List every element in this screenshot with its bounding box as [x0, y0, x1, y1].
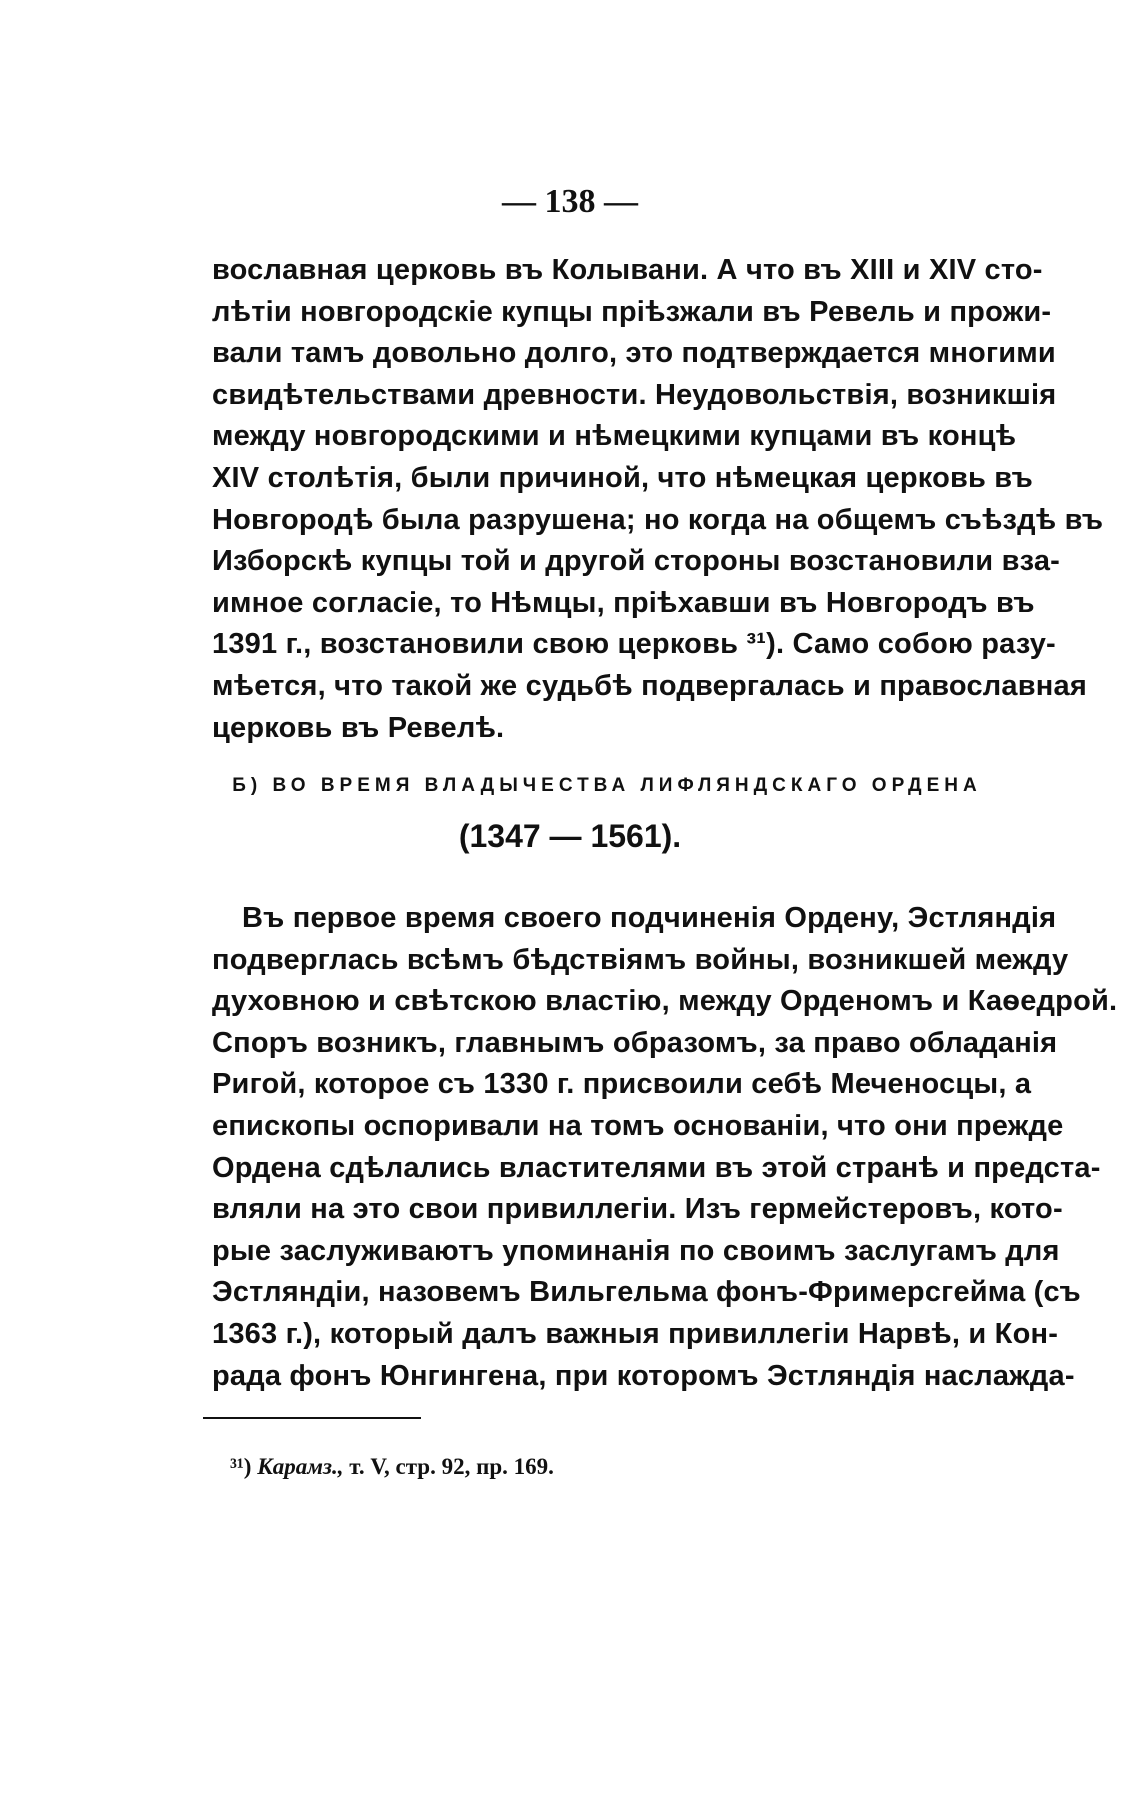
- section-years: (1347 — 1561).: [458, 818, 682, 854]
- footnote: [230, 1454, 554, 1480]
- section-heading: Б) ВО ВРЕМЯ ВЛАДЫЧЕСТВА ЛИФЛЯНДСКАГО ОРДЕНА: [232, 775, 982, 796]
- text-line: Эстляндіи, назовемъ Вильгельма фонъ-Фримерсгейма (съ: [212, 1276, 1081, 1309]
- text-line: мѣется, что такой же судьбѣ подвергалась и православная: [212, 669, 1087, 702]
- footnote-divider: [203, 1417, 421, 1419]
- text-line: епископы оспоривали на томъ основаніи, что они прежде: [212, 1109, 1064, 1142]
- text-line: вославная церковь въ Колывани. А что въ XIII и XIV сто-: [212, 254, 1043, 286]
- footnote-source: Карамз.,: [257, 1454, 344, 1479]
- text-line: рада фонъ Юнгингена, при которомъ Эстляндія наслажда-: [212, 1359, 1075, 1392]
- text-line: Новгородѣ была разрушена; но когда на общемъ съѣздѣ въ: [212, 503, 1104, 536]
- text-line: имное согласіе, то Нѣмцы, пріѣхавши въ Новгородъ въ: [212, 586, 1035, 619]
- text-line: Ордена сдѣлались властителями въ этой странѣ и предста-: [212, 1151, 1101, 1184]
- paragraph-2: [212, 898, 1118, 1397]
- page-number: — 138 —: [502, 183, 638, 220]
- text-line: церковь въ Ревелѣ.: [212, 711, 505, 744]
- text-line: вали тамъ довольно долго, это подтверждается многими: [212, 337, 1056, 370]
- text-line: 1391 г., возстановили свою церковь ³¹). Само собою разу-: [212, 628, 1056, 661]
- text-line: Изборскѣ купцы той и другой стороны возстановили вза-: [212, 545, 1061, 578]
- text-line: Въ первое время своего подчиненія Ордену, Эстляндія: [242, 902, 1057, 934]
- text-line: подверглась всѣмъ бѣдствіямъ войны, возникшей между: [212, 943, 1069, 976]
- text-line: Ригой, которое съ 1330 г. присвоили себѣ Меченосцы, а: [212, 1068, 1032, 1101]
- text-line: XIV столѣтія, были причиной, что нѣмецкая церковь въ: [212, 461, 1033, 494]
- text-line: лѣтіи новгородскіе купцы пріѣзжали въ Ревель и прожи-: [212, 295, 1052, 328]
- footnote-reference: т. V, стр. 92, пр. 169.: [349, 1454, 554, 1479]
- text-line: Споръ возникъ, главнымъ образомъ, за право обладанія: [212, 1026, 1058, 1059]
- footnote-marker: ³¹): [230, 1454, 252, 1479]
- paragraph-1: [212, 250, 1104, 749]
- text-line: между новгородскими и нѣмецкими купцами въ концѣ: [212, 420, 1017, 453]
- text-line: вляли на это свои привиллегіи. Изъ гермейстеровъ, кото-: [212, 1193, 1063, 1226]
- text-line: духовною и свѣтскою властію, между Орденомъ и Каѳедрой.: [212, 985, 1118, 1018]
- text-line: 1363 г.), который далъ важныя привиллегіи Нарвѣ, и Кон-: [212, 1317, 1059, 1350]
- text-line: рые заслуживаютъ упоминанія по своимъ заслугамъ для: [212, 1234, 1060, 1267]
- text-line: свидѣтельствами древности. Неудовольствія, возникшія: [212, 378, 1057, 411]
